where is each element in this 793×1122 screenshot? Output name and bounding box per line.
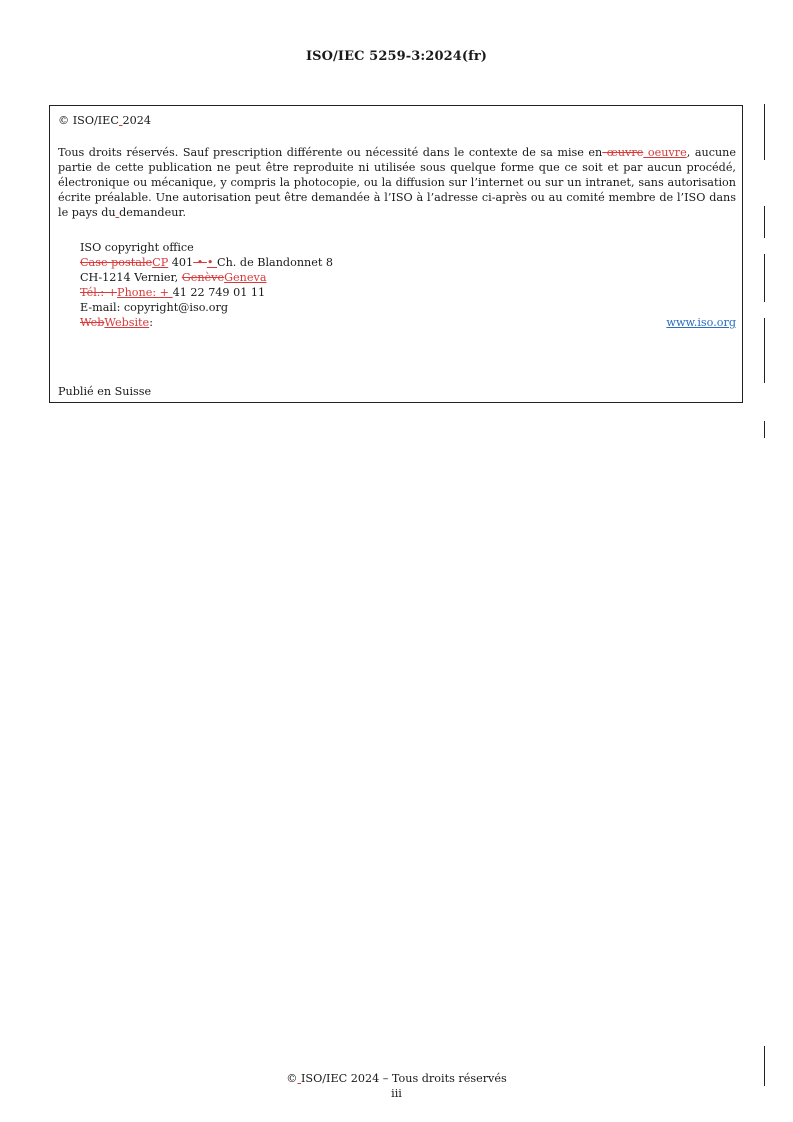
street: Ch. de Blandonnet 8	[217, 256, 334, 269]
change-bar	[764, 104, 765, 160]
paragraph-part3: demandeur.	[119, 206, 187, 219]
footer-copyright	[0, 1071, 793, 1086]
address-line-city	[80, 270, 736, 285]
paragraph-part1: Tous droits réservés. Sauf prescription différente ou nécessité dans le contexte de sa mise en	[58, 146, 603, 159]
change-bar	[764, 318, 765, 383]
address-line-postal	[80, 255, 736, 270]
inserted-text: CP	[152, 256, 169, 269]
deleted-text: Tél.: +	[80, 286, 118, 299]
page-footer	[0, 1071, 793, 1101]
page-number: iii	[391, 1087, 402, 1100]
copyright-year: 2024	[122, 114, 151, 127]
deleted-text: Web	[80, 316, 105, 329]
inserted-word: oeuvre	[643, 146, 687, 159]
inserted-separator: •	[206, 256, 218, 269]
phone-number: 41 22 749 01 11	[172, 286, 266, 299]
rights-paragraph	[58, 145, 736, 220]
change-bar	[764, 206, 765, 238]
change-bar	[764, 421, 765, 438]
copyright-line	[58, 113, 151, 128]
postal-number: 401	[168, 256, 194, 269]
deleted-text: Genève	[181, 271, 225, 284]
deleted-separator: •	[193, 256, 207, 269]
address-block	[80, 240, 736, 330]
deleted-text: Case postale	[80, 256, 153, 269]
published-line: Publié en Suisse	[58, 385, 152, 398]
deleted-word: œuvre	[602, 146, 644, 159]
copyright-symbol: ©	[286, 1072, 298, 1085]
inserted-text: Geneva	[224, 271, 267, 284]
address-line-phone	[80, 285, 736, 300]
change-bar	[764, 254, 765, 302]
address-line-email: E-mail: copyright@iso.org	[80, 301, 229, 314]
address-office: ISO copyright office	[80, 241, 194, 254]
document-title: ISO/IEC 5259-3:2024(fr)	[305, 49, 488, 64]
copyright-box	[49, 105, 743, 403]
footer-text: ISO/IEC 2024 – Tous droits réservés	[301, 1072, 507, 1085]
inserted-text: Website	[104, 316, 150, 329]
city: CH-1214 Vernier,	[80, 271, 182, 284]
colon: :	[149, 316, 153, 329]
website-link[interactable]: www.iso.org	[666, 316, 736, 329]
inserted-text: Phone: +	[117, 286, 173, 299]
document-header	[0, 49, 793, 64]
address-line-website	[80, 315, 736, 330]
copyright-prefix: © ISO/IEC	[58, 114, 119, 127]
paragraph-part2: , aucune partie de cette publication ne peut être reproduite ni utilisée sous quelque forme que ce soit et par aucun procédé, électronique ou mécanique, y compris la photocopie, ou la diffusion sur l’internet ou sur un intranet, sans autorisation écrite préalable. Une autorisation peut être demandée à l’ISO à l’adresse ci-après ou au comité membre de l’ISO dans le pays du	[58, 146, 736, 219]
